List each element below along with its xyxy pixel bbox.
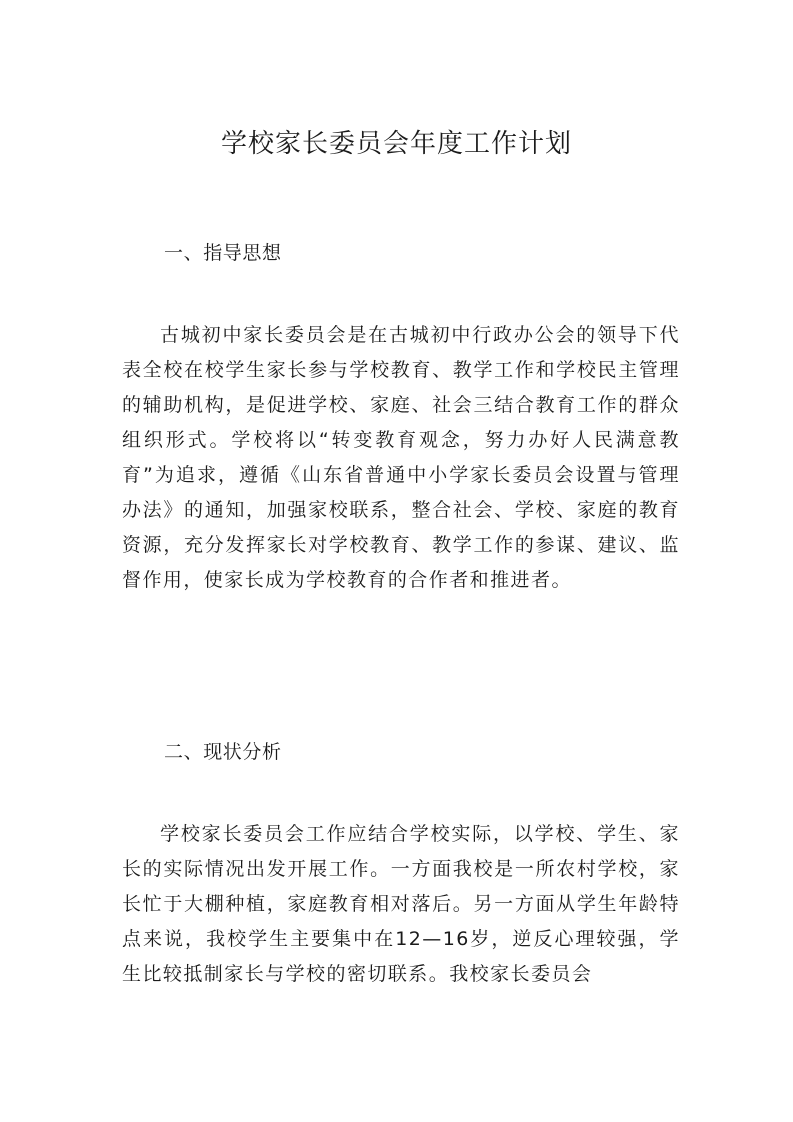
section-heading-guiding-ideology: 一、指导思想 [164, 242, 282, 264]
section-paragraph-current-analysis: 学校家长委员会工作应结合学校实际，以学校、学生、家长的实际情况出发开展工作。一方面我校是一所农村学校，家长忙于大棚种植，家庭教育相对落后。另一方面从学生年龄特点来说，我校学生主要集中在12—16岁，逆反心理较强，学生比较抵制家长与学校的密切联系。我校家长委员会 [122, 823, 680, 985]
document-title: 学校家长委员会年度工作计划 [220, 129, 572, 159]
section-paragraph-guiding-ideology: 古城初中家长委员会是在古城初中行政办公会的领导下代表全校在校学生家长参与学校教育、教学工作和学校民主管理的辅助机构，是促进学校、家庭、社会三结合教育工作的群众组织形式。学校将以“转变教育观念，努力办好人民满意教育”为追求，遵循《山东省普通中小学家长委员会设置与管理办法》的通知，加强家校联系，整合社会、学校、家庭的教育资源，充分发挥家长对学校教育、教学工作的参谋、建议、监督作用，使家长成为学校教育的合作者和推进者。 [122, 324, 680, 591]
section-heading-current-analysis: 二、现状分析 [164, 741, 282, 763]
